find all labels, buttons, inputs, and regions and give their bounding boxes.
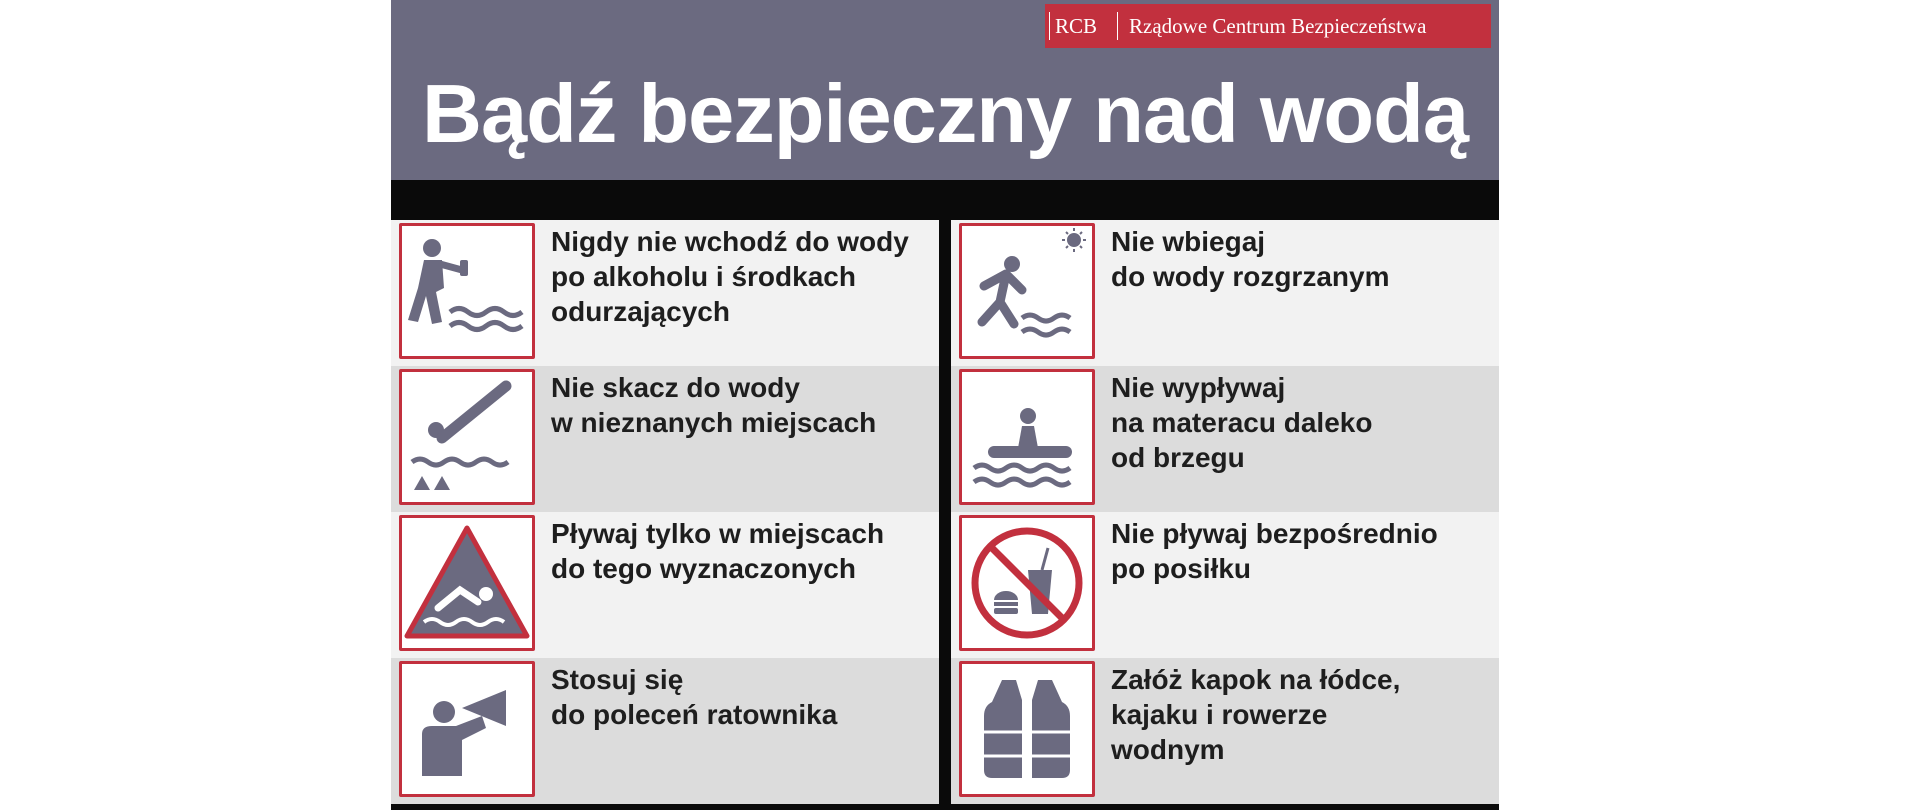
lifeguard-megaphone-icon bbox=[399, 661, 535, 797]
rule-text: Stosuj się do poleceń ratownika bbox=[551, 664, 838, 730]
rule-text: Nie pływaj bezpośrednio po posiłku bbox=[1111, 518, 1438, 584]
drunk-person-water-icon bbox=[399, 223, 535, 359]
rule-row bbox=[391, 658, 939, 804]
rule-text: Załóż kapok na łódce, kajaku i rowerze wodnym bbox=[1111, 664, 1401, 765]
rule-text: Nie wypływaj na materacu daleko od brzegu bbox=[1111, 372, 1373, 473]
rcb-badge bbox=[1045, 4, 1491, 48]
rule-text: Nie skacz do wody w nieznanych miejscach bbox=[551, 372, 877, 438]
badge-abbreviation: RCB bbox=[1055, 14, 1098, 38]
rule-text: Nigdy nie wchodź do wody po alkoholu i środkach odurzających bbox=[551, 226, 909, 327]
poster-title: Bądź bezpieczny nad wodą bbox=[422, 67, 1468, 160]
badge-organization: Rządowe Centrum Bezpieczeństwa bbox=[1129, 14, 1427, 38]
rule-row bbox=[391, 220, 939, 366]
rule-text: Pływaj tylko w miejscach do tego wyznaczonych bbox=[551, 518, 885, 584]
rule-row bbox=[951, 366, 1499, 512]
life-jacket-icon bbox=[959, 661, 1095, 797]
badge-divider bbox=[1049, 12, 1050, 40]
rules-column-right bbox=[951, 220, 1499, 810]
rule-row bbox=[951, 512, 1499, 658]
safety-poster bbox=[391, 0, 1499, 810]
rule-row bbox=[951, 658, 1499, 804]
air-mattress-icon bbox=[959, 369, 1095, 505]
rule-text: Nie wbiegaj do wody rozgrzanym bbox=[1111, 226, 1390, 292]
poster-header bbox=[391, 0, 1499, 180]
rule-row bbox=[951, 220, 1499, 366]
swimming-area-sign-icon bbox=[399, 515, 535, 651]
rule-row bbox=[391, 512, 939, 658]
diving-shallow-icon bbox=[399, 369, 535, 505]
no-eating-before-swim-icon bbox=[959, 515, 1095, 651]
badge-divider bbox=[1117, 12, 1118, 40]
rules-column-left bbox=[391, 220, 939, 810]
running-into-water-sun-icon bbox=[959, 223, 1095, 359]
rule-row bbox=[391, 366, 939, 512]
